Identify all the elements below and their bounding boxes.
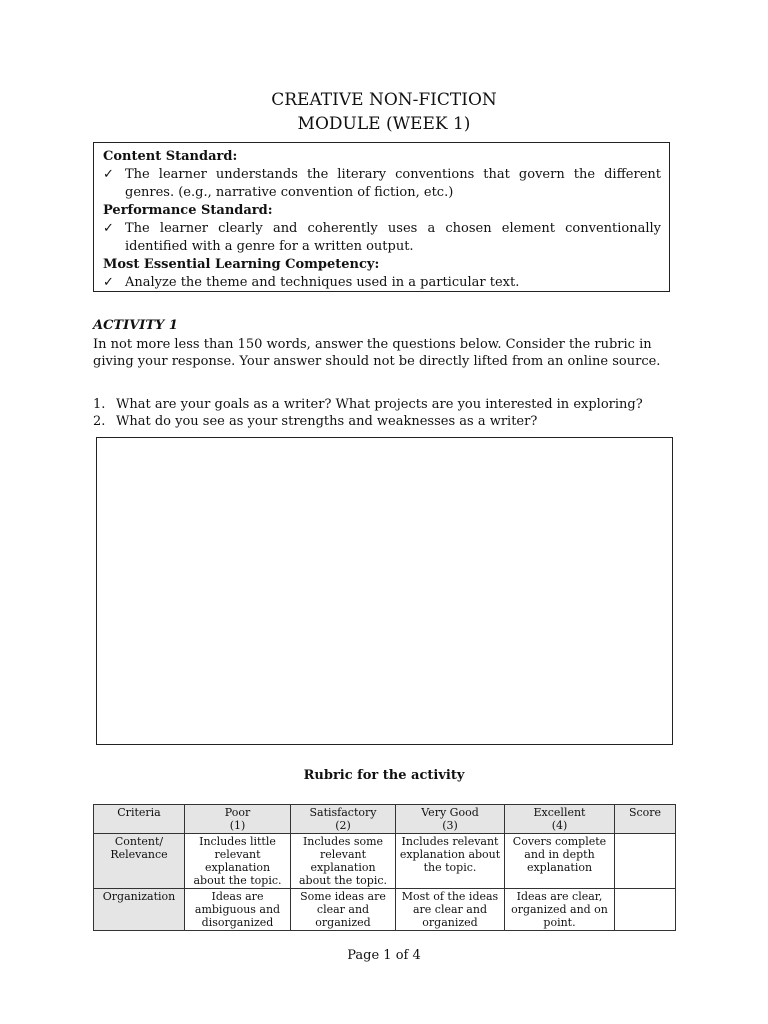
competency-text: Analyze the theme and techniques used in a particular text. (125, 275, 520, 290)
score-cell[interactable] (615, 889, 676, 931)
question-number: 1. (93, 397, 106, 412)
table-row (94, 834, 676, 889)
module-subtitle: MODULE (WEEK 1) (297, 114, 471, 134)
rubric-header-cell: Criteria (94, 805, 185, 834)
answer-box[interactable] (96, 437, 673, 745)
rubric-header-cell: Excellent (4) (505, 805, 615, 834)
performance-standard-item (103, 220, 661, 256)
checkmark-icon: ✓ (103, 221, 114, 236)
content-standard-item (103, 166, 661, 202)
performance-standard-text: The learner clearly and coherently uses a chosen element conventionally identified with a genre for a written output. (125, 221, 661, 254)
rubric-header-cell: Poor (1) (185, 805, 291, 834)
rubric-cell: Ideas are clear, organized and on point. (505, 889, 615, 931)
rubric-header-cell: Satisfactory (2) (291, 805, 396, 834)
rubric-cell: Most of the ideas are clear and organized (396, 889, 505, 931)
score-cell[interactable] (615, 834, 676, 889)
table-row (94, 889, 676, 931)
content-standard-heading: Content Standard: (103, 149, 238, 164)
question-list (93, 396, 683, 430)
criteria-cell: Organization (94, 889, 185, 931)
module-title: CREATIVE NON-FICTION (271, 90, 497, 110)
question-text: What are your goals as a writer? What projects are you interested in exploring? (116, 397, 643, 412)
competency-item (103, 274, 661, 292)
rubric-cell: Includes relevant explanation about the topic. (396, 834, 505, 889)
question-number: 2. (93, 414, 106, 429)
activity-instructions: In not more less than 150 words, answer the questions below. Consider the rubric in giving your response. Your answer should not be directly lifted from an online source. (93, 337, 661, 369)
standards-box (93, 142, 670, 292)
rubric-cell: Includes some relevant explanation about the topic. (291, 834, 396, 889)
rubric-header-cell: Very Good (3) (396, 805, 505, 834)
checkmark-icon: ✓ (103, 167, 114, 182)
rubric-cell: Includes little relevant explanation about the topic. (185, 834, 291, 889)
question-item (93, 396, 683, 413)
page-number: Page 1 of 4 (347, 948, 421, 963)
rubric-cell: Covers complete and in depth explanation (505, 834, 615, 889)
question-item (93, 413, 683, 430)
activity-title: ACTIVITY 1 (93, 318, 178, 333)
rubric-header-row (94, 805, 676, 834)
competency-heading: Most Essential Learning Competency: (103, 257, 380, 272)
rubric-header-cell: Score (615, 805, 676, 834)
criteria-cell: Content/ Relevance (94, 834, 185, 889)
checkmark-icon: ✓ (103, 275, 114, 290)
rubric-cell: Some ideas are clear and organized (291, 889, 396, 931)
rubric-title: Rubric for the activity (303, 768, 465, 783)
rubric-cell: Ideas are ambiguous and disorganized (185, 889, 291, 931)
content-standard-text: The learner understands the literary conventions that govern the different genres. (e.g., narrative convention of fiction, etc.) (125, 167, 661, 200)
rubric-table (93, 804, 676, 931)
performance-standard-heading: Performance Standard: (103, 203, 273, 218)
question-text: What do you see as your strengths and weaknesses as a writer? (116, 414, 538, 429)
